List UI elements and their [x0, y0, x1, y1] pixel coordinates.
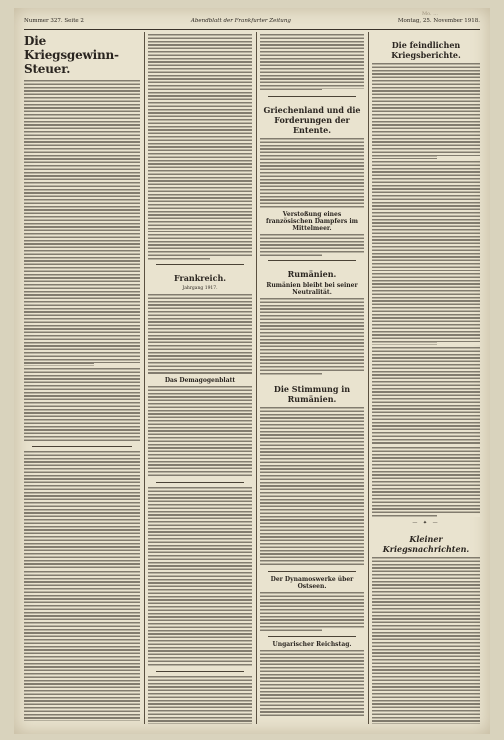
section-subheading: Ungarischer Reichstag.: [272, 641, 352, 648]
section-subheading: Verstoßung eines französischen Dampfers im Mittelmeer.: [265, 211, 358, 232]
article-body: [372, 273, 480, 345]
divider: [268, 571, 356, 572]
column-divider: [368, 32, 369, 724]
article-body: [24, 368, 140, 442]
section-heading-griechenland: Griechenland und die Forderungen der Entente.: [263, 105, 361, 135]
header-masthead: Abendblatt der Frankfurter Zeitung: [190, 18, 291, 24]
section-heading-rumaenien: Rumänien.: [287, 269, 337, 279]
column-3: [260, 32, 364, 724]
article-title-kriegsgewinn: Die Kriegsgewinn-Steuer.: [24, 34, 119, 76]
article-body: [260, 592, 364, 632]
divider: [156, 264, 244, 265]
article-body: [148, 294, 252, 374]
divider: [32, 446, 132, 447]
column-1: [24, 32, 140, 724]
article-body: [148, 487, 252, 667]
article-body: [260, 234, 364, 256]
article-body: [372, 63, 480, 159]
divider: [268, 636, 356, 637]
header-rule: [24, 29, 480, 30]
divider: [268, 96, 356, 97]
article-body: [148, 234, 252, 260]
article-body: [24, 318, 140, 366]
article-body: [148, 386, 252, 478]
divider: [156, 671, 244, 672]
article-body: [260, 138, 364, 208]
page-header: [24, 14, 480, 28]
header-date: Montag, 25. November 1918.: [397, 18, 480, 24]
article-body: [260, 34, 364, 92]
section-subheading: Jahrgang 1917.: [182, 286, 218, 291]
newspaper-page: [14, 8, 490, 734]
archive-stamp: Mo. ...: [422, 11, 438, 17]
column-divider: [144, 32, 145, 724]
article-body: [372, 347, 480, 445]
article-body: [24, 451, 140, 569]
article-body: [24, 80, 140, 316]
article-body: [260, 298, 364, 376]
section-subheading: Das Demagogenblatt: [164, 377, 236, 384]
section-heading-frankreich: Frankreich.: [173, 273, 227, 283]
section-heading-stimmung: Die Stimmung in Rumänien.: [273, 384, 351, 404]
header-page-number: Nummer 327. Seite 2: [24, 18, 84, 24]
ornament-divider: — ✦ —: [412, 520, 440, 526]
article-body: [148, 34, 252, 232]
article-body: [24, 571, 140, 721]
article-body: [372, 161, 480, 271]
section-subheading: Rumänien bleibt bei seiner Neutralität.: [266, 282, 358, 296]
column-2: [148, 32, 252, 724]
section-heading-kriegsberichte: Die feindlichen Kriegsberichte.: [391, 40, 461, 60]
section-heading-kleine-kriegsnachrichten: Kleiner Kriegsnachrichten.: [382, 534, 470, 554]
divider: [268, 260, 356, 261]
article-body: [372, 447, 480, 517]
divider: [156, 482, 244, 483]
article-body: [148, 676, 252, 724]
article-body: [260, 650, 364, 716]
section-subheading: Der Dynamoswerke über Ostseen.: [270, 576, 354, 590]
article-body: [372, 557, 480, 724]
column-4: [372, 32, 480, 724]
column-divider: [256, 32, 257, 724]
article-body: [260, 407, 364, 567]
